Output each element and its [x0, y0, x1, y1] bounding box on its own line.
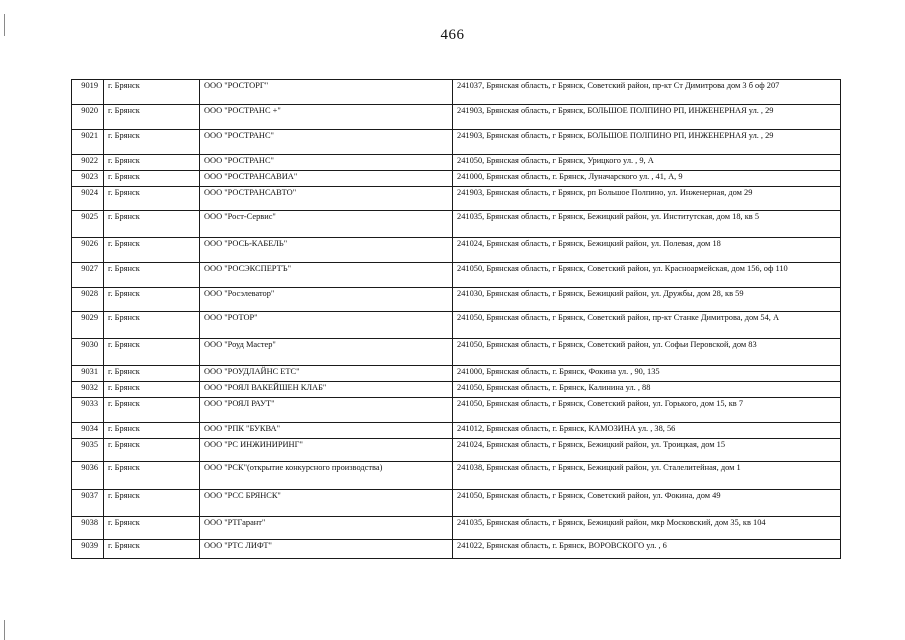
cell-city: г. Брянск	[104, 187, 200, 211]
cell-address: 241024, Брянская область, г Брянск, Бежицкий район, ул. Полевая, дом 18	[453, 238, 841, 263]
cell-organization: ООО "РС ИНЖИНИРИНГ"	[200, 439, 453, 462]
cell-address: 241012, Брянская область, г. Брянск, КАМОЗИНА ул. , 38, 56	[453, 423, 841, 439]
cell-city: г. Брянск	[104, 155, 200, 171]
cell-address: 241035, Брянская область, г Брянск, Бежицкий район, мкр Московский, дом 35, кв 104	[453, 517, 841, 540]
cell-row-number: 9037	[72, 490, 104, 517]
cell-organization: ООО "РОСЭКСПЕРТЪ"	[200, 263, 453, 288]
cell-organization: ООО "РОСТРАНСАВИА"	[200, 171, 453, 187]
cell-city: г. Брянск	[104, 130, 200, 155]
cell-address: 241022, Брянская область, г. Брянск, ВОРОВСКОГО ул. , 6	[453, 540, 841, 559]
cell-city: г. Брянск	[104, 263, 200, 288]
cell-city: г. Брянск	[104, 423, 200, 439]
table-row	[72, 130, 841, 155]
cell-row-number: 9029	[72, 312, 104, 339]
registry-table-body	[72, 80, 841, 559]
cell-address: 241035, Брянская область, г Брянск, Бежицкий район, ул. Институтская, дом 18, кв 5	[453, 211, 841, 238]
cell-organization: ООО "РСК"(открытие конкурсного производства)	[200, 462, 453, 490]
cell-row-number: 9039	[72, 540, 104, 559]
cell-row-number: 9022	[72, 155, 104, 171]
cell-organization: ООО "РТС ЛИФТ"	[200, 540, 453, 559]
cell-organization: ООО "РОЯЛ РАУТ"	[200, 398, 453, 423]
cell-city: г. Брянск	[104, 171, 200, 187]
organization-registry-table	[71, 79, 841, 559]
table-row	[72, 263, 841, 288]
cell-row-number: 9025	[72, 211, 104, 238]
cell-address: 241037, Брянская область, г Брянск, Советский район, пр-кт Ст Димитрова дом 3 б оф 207	[453, 80, 841, 105]
cell-city: г. Брянск	[104, 398, 200, 423]
cell-organization: ООО "Рост-Сервис"	[200, 211, 453, 238]
cell-row-number: 9031	[72, 366, 104, 382]
cell-city: г. Брянск	[104, 490, 200, 517]
cell-row-number: 9020	[72, 105, 104, 130]
cell-address: 241050, Брянская область, г Брянск, Советский район, ул. Горького, дом 15, кв 7	[453, 398, 841, 423]
cell-row-number: 9034	[72, 423, 104, 439]
cell-organization: ООО "РТГарант"	[200, 517, 453, 540]
scan-margin-mark-bottom	[4, 620, 5, 640]
cell-address: 241903, Брянская область, г Брянск, БОЛЬШОЕ ПОЛПИНО РП, ИНЖЕНЕРНАЯ ул. , 29	[453, 130, 841, 155]
table-row	[72, 312, 841, 339]
table-row	[72, 517, 841, 540]
cell-address: 241903, Брянская область, г Брянск, БОЛЬШОЕ ПОЛПИНО РП, ИНЖЕНЕРНАЯ ул. , 29	[453, 105, 841, 130]
cell-address: 241050, Брянская область, г Брянск, Советский район, ул. Красноармейская, дом 156, оф 110	[453, 263, 841, 288]
cell-organization: ООО "РОСТРАНС +"	[200, 105, 453, 130]
table-row	[72, 105, 841, 130]
table-row	[72, 490, 841, 517]
cell-row-number: 9038	[72, 517, 104, 540]
cell-address: 241050, Брянская область, г Брянск, Советский район, пр-кт Станке Димитрова, дом 54, А	[453, 312, 841, 339]
cell-city: г. Брянск	[104, 517, 200, 540]
cell-city: г. Брянск	[104, 462, 200, 490]
cell-row-number: 9019	[72, 80, 104, 105]
cell-row-number: 9030	[72, 339, 104, 366]
cell-address: 241000, Брянская область, г. Брянск, Фокина ул. , 90, 135	[453, 366, 841, 382]
cell-row-number: 9021	[72, 130, 104, 155]
cell-address: 241050, Брянская область, г Брянск, Советский район, ул. Софьи Перовской, дом 83	[453, 339, 841, 366]
cell-address: 241030, Брянская область, г Брянск, Бежицкий район, ул. Дружбы, дом 28, кв 59	[453, 288, 841, 312]
cell-address: 241903, Брянская область, г Брянск, рп Большое Полпино, ул. Инженерная, дом 29	[453, 187, 841, 211]
table-row	[72, 439, 841, 462]
table-row	[72, 238, 841, 263]
cell-organization: ООО "РОСТОРГ"	[200, 80, 453, 105]
cell-city: г. Брянск	[104, 366, 200, 382]
table-row	[72, 398, 841, 423]
cell-address: 241050, Брянская область, г. Брянск, Калинина ул. , 88	[453, 382, 841, 398]
cell-city: г. Брянск	[104, 288, 200, 312]
cell-city: г. Брянск	[104, 312, 200, 339]
cell-organization: ООО "РОЯЛ ВАКЕЙШЕН КЛАБ"	[200, 382, 453, 398]
cell-organization: ООО "РОСЬ-КАБЕЛЬ"	[200, 238, 453, 263]
cell-organization: ООО "РСС БРЯНСК"	[200, 490, 453, 517]
table-row	[72, 211, 841, 238]
cell-organization: ООО "РОСТРАНСАВТО"	[200, 187, 453, 211]
table-row	[72, 187, 841, 211]
cell-organization: ООО "РОСТРАНС"	[200, 130, 453, 155]
cell-city: г. Брянск	[104, 105, 200, 130]
table-row	[72, 339, 841, 366]
cell-city: г. Брянск	[104, 238, 200, 263]
cell-address: 241000, Брянская область, г. Брянск, Луначарского ул. , 41, А, 9	[453, 171, 841, 187]
table-row	[72, 540, 841, 559]
table-row	[72, 382, 841, 398]
cell-row-number: 9033	[72, 398, 104, 423]
cell-city: г. Брянск	[104, 211, 200, 238]
table-row	[72, 462, 841, 490]
cell-address: 241050, Брянская область, г Брянск, Урицкого ул. , 9, А	[453, 155, 841, 171]
cell-address: 241038, Брянская область, г Брянск, Бежицкий район, ул. Сталелитейная, дом 1	[453, 462, 841, 490]
cell-row-number: 9032	[72, 382, 104, 398]
cell-organization: ООО "РОТОР"	[200, 312, 453, 339]
table-row	[72, 155, 841, 171]
cell-city: г. Брянск	[104, 439, 200, 462]
cell-organization: ООО "РОСТРАНС"	[200, 155, 453, 171]
cell-organization: ООО "Роуд Мастер"	[200, 339, 453, 366]
cell-city: г. Брянск	[104, 339, 200, 366]
cell-row-number: 9023	[72, 171, 104, 187]
cell-row-number: 9026	[72, 238, 104, 263]
cell-city: г. Брянск	[104, 80, 200, 105]
cell-city: г. Брянск	[104, 382, 200, 398]
table-row	[72, 288, 841, 312]
cell-row-number: 9027	[72, 263, 104, 288]
cell-row-number: 9035	[72, 439, 104, 462]
cell-row-number: 9036	[72, 462, 104, 490]
cell-address: 241050, Брянская область, г Брянск, Советский район, ул. Фокина, дом 49	[453, 490, 841, 517]
cell-organization: ООО "РОУДЛАЙНС ЕТС"	[200, 366, 453, 382]
cell-row-number: 9028	[72, 288, 104, 312]
cell-row-number: 9024	[72, 187, 104, 211]
table-row	[72, 423, 841, 439]
cell-city: г. Брянск	[104, 540, 200, 559]
cell-organization: ООО "Росэлеватор"	[200, 288, 453, 312]
table-row	[72, 171, 841, 187]
table-row	[72, 80, 841, 105]
table-row	[72, 366, 841, 382]
page-number: 466	[440, 27, 465, 43]
cell-organization: ООО "РПК "БУКВА"	[200, 423, 453, 439]
cell-address: 241024, Брянская область, г Брянск, Бежицкий район, ул. Троицкая, дом 15	[453, 439, 841, 462]
